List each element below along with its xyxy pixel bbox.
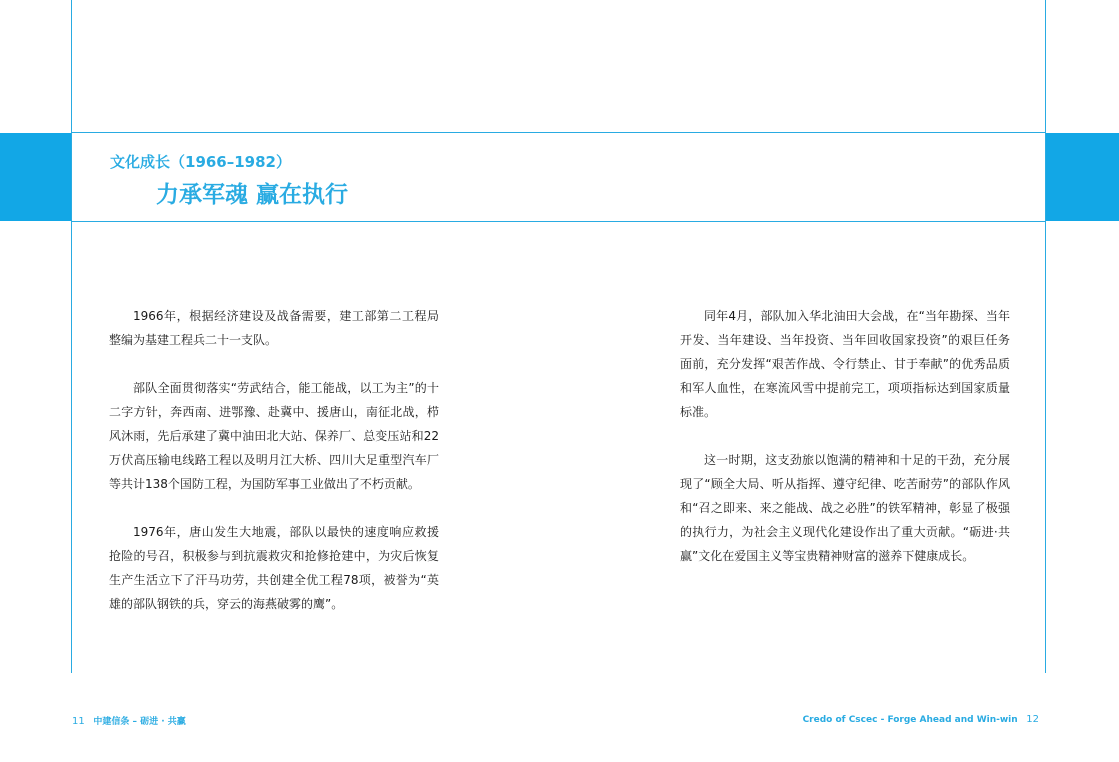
paragraph: 1976年，唐山发生大地震，部队以最快的速度响应救援抢险的号召，积极参与到抗震救灾和抢修抢建中，为灾后恢复生产生活立下了汗马功劳，共创建全优工程78项，被誉为“英雄的部队钢铁的兵，穿云的海燕破雾的鹰”。 (109, 525, 439, 611)
right-page-number: 12 (1026, 714, 1039, 725)
section-title: 力承军魂 赢在执行 (156, 182, 349, 208)
right-text-column (680, 304, 1010, 592)
paragraph: 1966年，根据经济建设及战备需要，建工部第二工程局整编为基建工程兵二十一支队。 (109, 309, 439, 347)
left-page-number: 11 (72, 716, 85, 727)
right-footer-label: Credo of Cscec - Forge Ahead and Win-win (802, 715, 1018, 725)
right-color-tab (1046, 133, 1119, 221)
right-footer (803, 714, 1039, 725)
left-footer (72, 714, 186, 727)
header-band-top-rule (71, 132, 1046, 133)
paragraph: 部队全面贯彻落实“劳武结合，能工能战，以工为主”的十二字方针，奔西南、进鄂豫、赴冀中、援唐山，南征北战，栉风沐雨，先后承建了冀中油田北大站、保养厂、总变压站和22万伏高压输电线路工程以及明月江大桥、四川大足重型汽车厂等共计138个国防工程，为国防军事工业做出了不朽贡献。 (109, 381, 439, 491)
left-color-tab (0, 133, 71, 221)
left-margin-line (71, 0, 72, 673)
left-footer-label: 中建信条 – 砺进 · 共赢 (93, 717, 186, 727)
left-text-column (109, 304, 439, 640)
header-band-bottom-rule (71, 221, 1046, 222)
paragraph: 这一时期，这支劲旅以饱满的精神和十足的干劲，充分展现了“顾全大局、听从指挥、遵守纪律、吃苦耐劳”的部队作风和“召之即来、来之能战、战之必胜”的铁军精神，彰显了极强的执行力，为社会主义现代化建设作出了重大贡献。“砺进·共赢”文化在爱国主义等宝贵精神财富的滋养下健康成长。 (680, 453, 1010, 563)
right-margin-line (1045, 0, 1046, 673)
section-subtitle: 文化成长（1966–1982） (110, 153, 291, 171)
paragraph: 同年4月，部队加入华北油田大会战，在“当年勘探、当年开发、当年建设、当年投资、当年回收国家投资”的艰巨任务面前，充分发挥“艰苦作战、令行禁止、甘于奉献”的优秀品质和军人血性，在寒流风雪中提前完工，项项指标达到国家质量标准。 (680, 309, 1010, 419)
